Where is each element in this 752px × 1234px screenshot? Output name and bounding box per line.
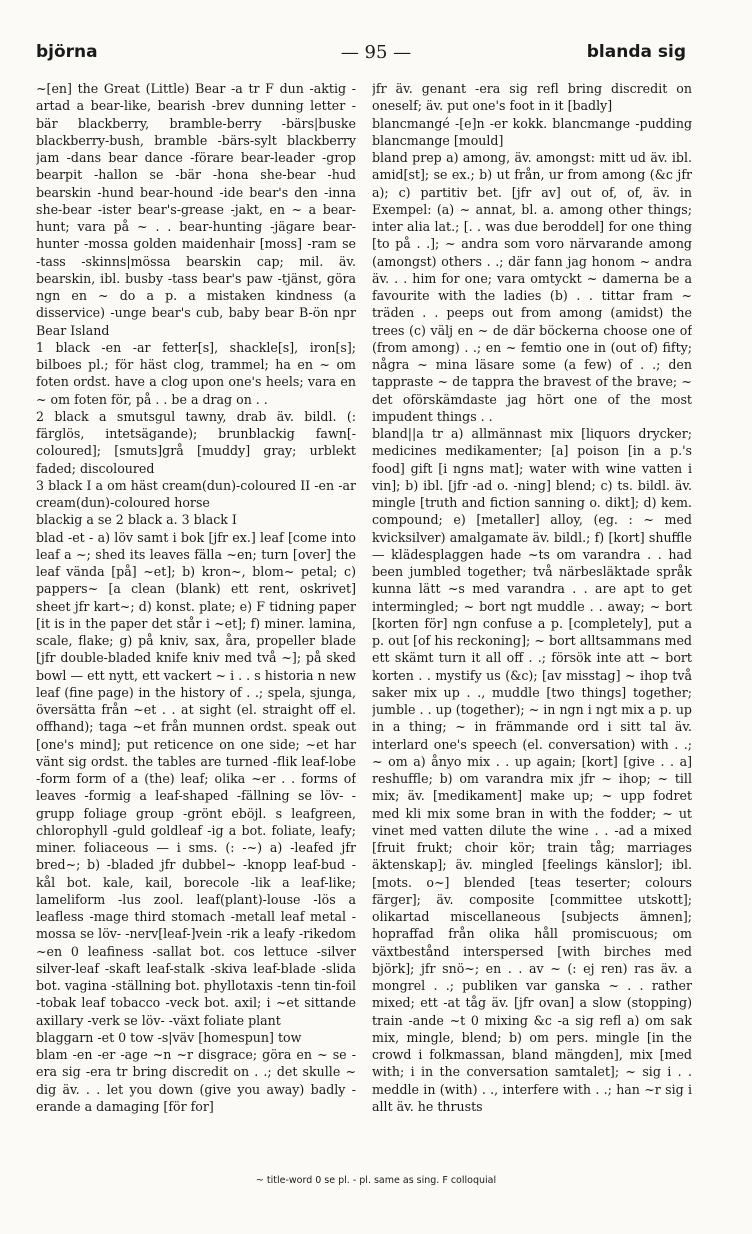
entry-blaggarn: blaggarn -et 0 tow -s|väv [homespun] tow (36, 1029, 302, 1045)
entry-blad: blad -et - a) löv samt i bok [jfr ex.] leaf [come into leaf a ~; shed its leaves fälla ~en; turn [over] the leaf vända [på] ~et]; b) kron~, blom~ petal; c) pappers~ [a clean (blank) ett rent, oskrivet] sheet jfr kart~; d) konst. plate; e) F tidning paper [it is in the paper det står i ~et]; f) miner. lamina, scale, flake; g) på kniv, sax, åra, propeller blade [jfr double-bladed knife kniv med två ~]; på sked bowl — ett nytt, ett vackert ~ i . . s historia n new leaf (fine page) in the history of . .; spela, sjunga, översätta från ~et . . at sight (el. straight off el. offhand); taga ~et från munnen ordst. speak out [one's mind]; put reticence on one side; ~et har vänt sig ordst. the tables are turned -flik leaf-lobe -form form of a (the) leaf; olika ~er . . forms of leaves -formig a leaf-shaped -fällning se löv- -grupp foliage group -grönt eböjl. s leafgreen, chlorophyll -guld goldleaf -ig a bot. foliate, leafy; miner. foliaceous — i sms. (: -~) a) -leafed jfr bred~; b) -bladed jfr dubbel~ -knopp leaf-bud -kål bot. kale, kail, borecole -lik a leaf-like; lameliform -lus zool. leaf(plant)-louse -lös a leafless -mage third stomach -metall leaf metal -mossa se löv- -nerv[leaf-]vein -rik a leafy -rikedom ~en 0 leafiness -sallat bot. cos lettuce -silver silver-leaf -skaft leaf-stalk -skiva leaf-blade -slida bot. vagina -ställning bot. phyllotaxis -tenn tin-foil -tobak leaf tobacco -veck bot. axil; i ~et sittande axillary -verk se löv- -växt foliate plant (36, 529, 356, 1028)
left-column (36, 80, 356, 1150)
entry-bjorn-compounds: ~[en] the Great (Little) Bear -a tr F dun -aktig -artad a bear-like, bearish -brev dunning letter -bär blackberry, bramble-berry -bärs|buske blackberry-bush, bramble -bärs-sylt blackberry jam -dans bear dance -förare bear-leader -grop bearpit -hallon se -bär -hona she-bear -hud bearskin -hund bear-hound -ide bear's den -inna she-bear -ister bear's-grease -jakt, en ~ a bear-hunt; vara på ~ . . bear-hunting -jägare bear-hunter -mossa golden maidenhair [moss] -ram se -tass -skinns|mössa bearskin cap; mil. äv. bearskin, ibl. busby -tass bear's paw -tjänst, göra ngn en ~ do a p. a mistaken kindness (a disservice) -unge bear's cub, baby bear B-ön npr Bear Island (36, 81, 356, 338)
entry-blam-continued: jfr äv. genant -era sig refl bring discredit on oneself; äv. put one's foot in it [badly] (372, 81, 692, 114)
entry-blam: blam -en -er -age ~n ~r disgrace; göra en ~ se -era sig -era tr bring discredit on . .; det skulle ~ dig äv. . . let you down (give you away) badly -erande a damaging [för for] (36, 1047, 356, 1114)
abbreviation-legend: ~ title-word 0 se pl. - pl. same as sing. F colloquial (255, 1175, 497, 1186)
page-number: — 95 — (340, 42, 412, 63)
header-first-word: björna (36, 42, 98, 62)
entry-blackig: blackig a se 2 black a. 3 black I (36, 512, 237, 528)
right-column (372, 80, 692, 1150)
entry-blanda: bland||a tr a) allmännast mix [liquors drycker; medicines medikamenter; [a] poison [in a p.'s food] gift [i ngns mat]; water with wine vatten i vin]; b) ibl. [jfr -ad o. -ning] blend; c) ts. bildl. äv. mingle [truth and fiction sanning o. dikt]; d) kem. compound; e) [metaller] alloy, (eg. : ~ med kvicksilver) amalgamate äv. bildl.; f) [kort] shuffle — klädesplaggen hade ~ts om varandra . . had been jumbled together; två närbesläktade språk kunna lätt ~s med varandra . . are apt to get intermingled; ~ bort ngt muddle . . away; ~ bort [korten för] ngn confuse a p. [completely], put a p. out [of his reckoning]; ~ bort alltsammans med ett skämt turn it all off . .; försök inte att ~ bort korten . . mystify us (&c); [av misstag] ~ ihop två saker mix up . ., muddle [two things] together; jumble . . up (together); ~ in ngn i ngt mix a p. up in a thing; ~ in främmande ord i sitt tal äv. interlard one's speech (el. conversation) with . .; ~ om a) ånyo mix . . up again; [kort] [give . . a] reshuffle; b) om varandra mix jfr ~ ihop; ~ till mix; äv. [medikament] make up; ~ upp fodret med kli mix some bran in with the fodder; ~ ut vinet med vatten dilute the wine . . -ad a mixed [fruit frukt; choir kör; train tåg; marriages äktenskap]; äv. mingled [feelings känslor]; ibl. [mots. o~] blended [teas teserter; colours färger]; äv. composite [committee utskott]; olikartad miscellaneous [subjects ämnen]; hopraffad från olika håll promiscuous; om växtbestånd interspersed [with birches med björk]; jfr snö~; en . . av ~ (: ej ren) ras äv. a mongrel . .; publiken var ganska ~ . . rather mixed; ett -at tåg äv. [jfr ovan] a slow (stopping) train -ande ~t 0 mixing &c -a sig refl a) om sak mix, mingle, blend; b) om pers. mingle [in the crowd i folkmassan, bland mängden], mix [med with; i in the conversation samtalet]; ~ sig i . . meddle in (with) . ., interfere with . .; han ~r sig i allt äv. he thrusts (372, 426, 692, 1114)
entry-3-black: 3 black I a om häst cream(dun)-coloured II -en -ar cream(dun)-coloured horse (36, 477, 356, 510)
header-last-word: blanda sig (586, 42, 686, 62)
entry-bland: bland prep a) among, äv. amongst: mitt ud äv. ibl. amid[st]; se ex.; b) ut från, ur from among (&c jfr a); c) partitiv bet. [jfr av] out of, of, äv. in Exempel: (a) ~ annat, bl. a. among other things; inter alia lat.; [. . was due beroddel] for one thing [to på . .]; ~ andra som voro närvarande among (amongst) others . .; där fann jag honom ~ andra äv. . . him for one; vara omtyckt ~ damerna be a favourite with the ladies (b) . . tittar fram ~ träden . . peeps out from among (amidst) the trees (c) välj en ~ de där böckerna choose one of (from among) . .; en ~ femtio one in (out of) fifty; några ~ mina läsare some (a few) of . .; den tappraste ~ de tappra the bravest of the brave; ~ det oförskämdaste jag hört one of the most impudent things . . (372, 150, 692, 424)
entry-2-black: 2 black a smutsgul tawny, drab äv. bildl. (: färglös, intetsägande); brunblackig fawn[-coloured]; [smuts]grå [muddy] gray; urblekt faded; discoloured (36, 408, 356, 476)
entry-blancmange: blancmangé -[e]n -er kokk. blancmange -pudding blancmange [mould] (372, 115, 692, 148)
entry-1-black: 1 black -en -ar fetter[s], shackle[s], iron[s]; bilboes pl.; för häst clog, trammel; ha en ~ om foten ordst. have a clog upon one's heels; vara en ~ om foten för, på . . be a drag on . . (36, 339, 356, 407)
